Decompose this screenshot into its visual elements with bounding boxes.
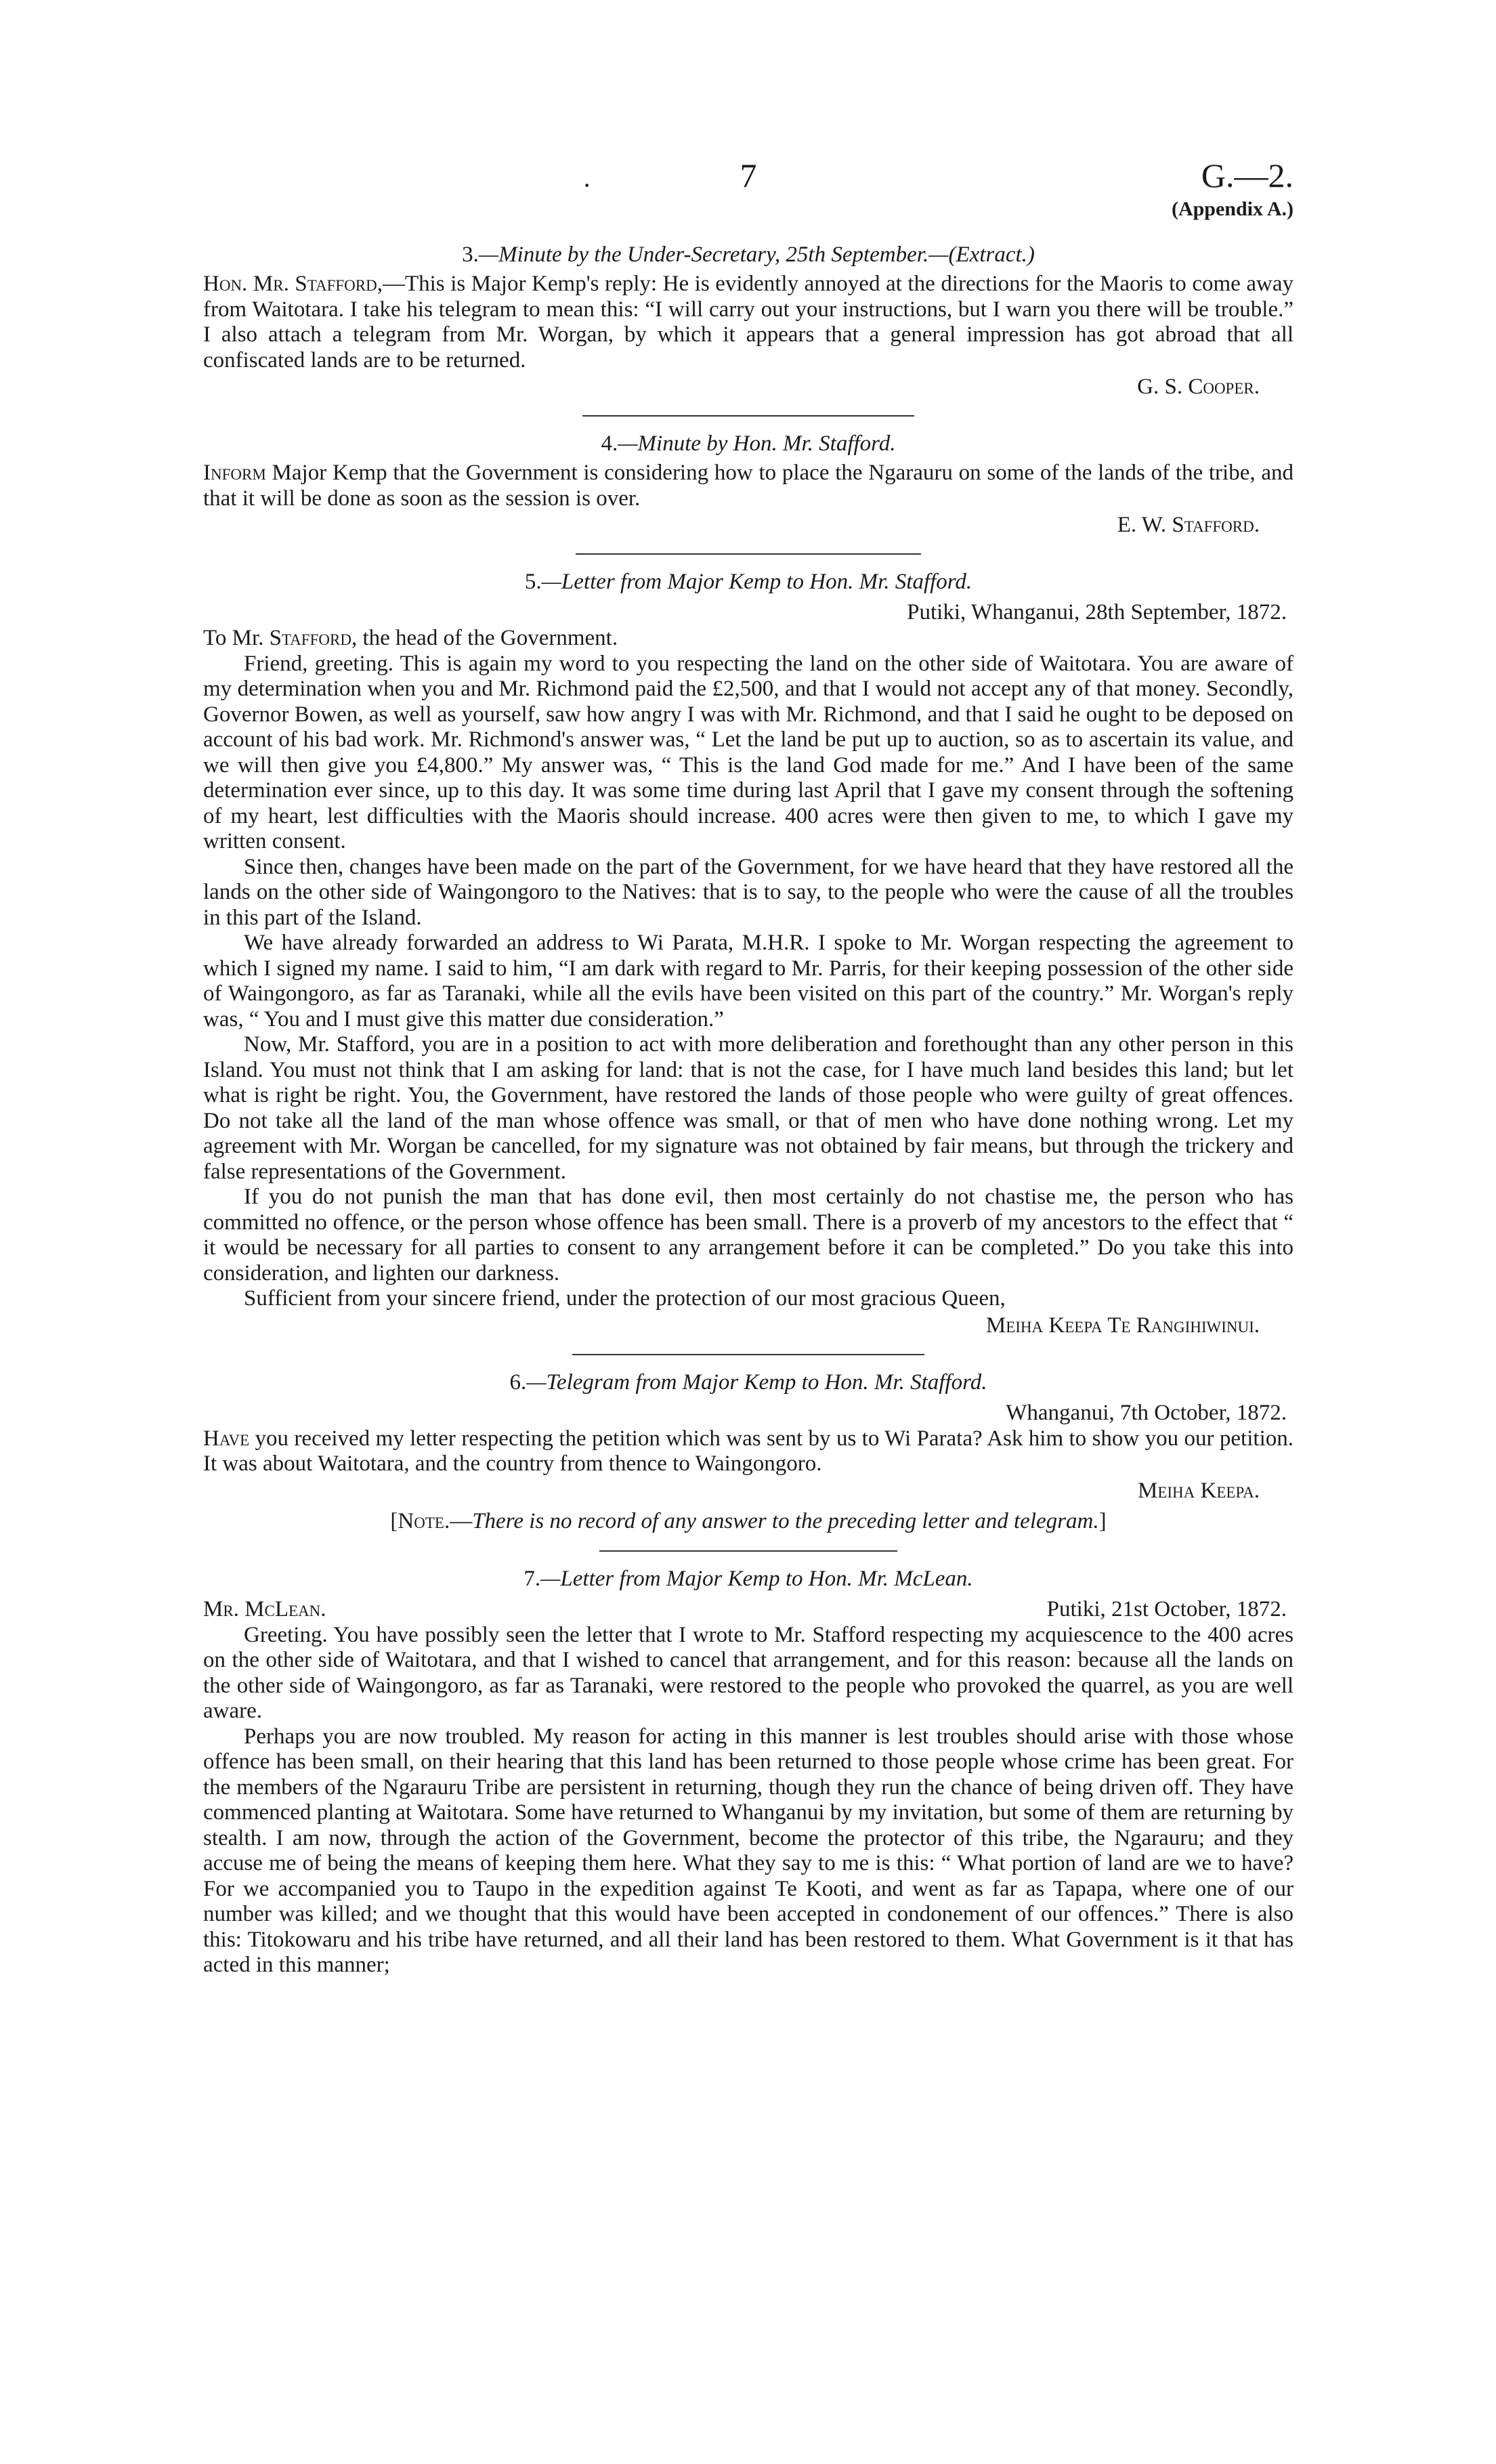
- editorial-note: [Note.—There is no record of any answer to the preceding letter and telegram.]: [390, 1508, 1107, 1533]
- section-7-paragraph: Perhaps you are now troubled. My reason for acting in this manner is lest troubles should arise with those whose offence has been small, on their hearing that this land has been returned to those people whose crime has been great. For the members of the Ngarauru Tribe are persistent in returning, though they run the chance of being driven off. They have commenced planting at Waitotara. Some have returned to Whanganui by my invitation, but some of them are returning by stealth. I am now, through the action of the Government, become the protector of this tribe, the Ngarauru; and they accuse me of being the means of keeping them here. What they say to me is this: “ What portion of land are we to have? For we accompanied you to Taupo in the expedition against Te Kooti, and went as far as Tapapa, where one of our number was killed; and we thought that this would have been accepted in condonement of our offences.” There is also this: Titokowaru and his tribe have returned, and all their land has been restored to them. What Government is it that has acted in this manner;: [203, 1724, 1294, 1977]
- section-7-address-line: [203, 1596, 1294, 1623]
- section-6-dateline: Whanganui, 7th October, 1872.: [1006, 1400, 1287, 1425]
- section-7: [203, 1567, 1294, 1978]
- section-5-heading: 5.—Letter from Major Kemp to Hon. Mr. Stafford.: [524, 570, 973, 594]
- section-6-signature: Meiha Keepa.: [1138, 1478, 1260, 1503]
- section-6-lead: Have: [203, 1426, 250, 1451]
- section-3-body: Hon. Mr. Stafford,—This is Major Kemp's reply: He is evidently annoyed at the directions for the Maoris to come away from Waitotara. I take his telegram to mean this: “I will carry out your instructions, but I warn you there will be trouble.” I also attach a telegram from Mr. Worgan, by which it appears that a general impression has got abroad that all confiscated lands are to be returned.: [203, 272, 1294, 373]
- section-7-dateline: Putiki, 21st October, 1872.: [1046, 1596, 1287, 1621]
- section-5-addressee: To Mr. Stafford, the head of the Government.: [203, 626, 618, 650]
- section-5-paragraph: Friend, greeting. This is again my word to you respecting the land on the other side of Waitotara. You are aware of my determination when you and Mr. Richmond paid the £2,500, and that I would not accept any of that money. Secondly, Governor Bowen, as well as yourself, saw how angry I was with Mr. Richmond, and that I said he ought to be deposed on account of his bad work. Mr. Richmond's answer was, “ Let the land be put up to auction, so as to ascertain its value, and we will then give you £4,800.” My answer was, “ This is the land God made for me.” And I have been of the same determination ever since, up to this day. It was some time during last April that I gave my consent through the softening of my heart, lest difficulties with the Maoris should increase. 400 acres were then given to me, to which I gave my written consent.: [203, 651, 1294, 853]
- page-header: [203, 156, 1294, 230]
- sheet-reference: G.—2.: [1201, 156, 1294, 194]
- section-5: [203, 570, 1294, 1339]
- section-5-paragraph: If you do not punish the man that has done evil, then most certainly do not chastise me, the person who has committed no offence, or the person whose offence has been small. There is a proverb of my ancestors to the effect that “ it would be necessary for all parties to consent to any arrangement before it can be completed.” Do you take this into consideration, and lighten our darkness.: [203, 1185, 1294, 1286]
- section-4-body: Inform Major Kemp that the Government is considering how to place the Ngarauru on some of the lands of the tribe, and that it will be done as soon as the session is over.: [203, 461, 1294, 511]
- section-5-paragraph: We have already forwarded an address to Wi Parata, M.H.R. I spoke to Mr. Worgan respecting the agreement to which I signed my name. I said to him, “I am dark with regard to Mr. Parris, for their keeping possession of the other side of Waingongoro, as far as Taranaki, while all the evils have been visited on this part of the country.” Mr. Worgan's reply was, “ You and I must give this matter due consideration.”: [203, 931, 1294, 1032]
- section-5-paragraph: Sufficient from your sincere friend, under the protection of our most gracious Queen,: [244, 1286, 1006, 1311]
- appendix-label: (Appendix A.): [1171, 198, 1294, 220]
- section-6-heading: 6.—Telegram from Major Kemp to Hon. Mr. Stafford.: [509, 1369, 987, 1395]
- divider: [599, 1550, 897, 1552]
- section-5-paragraph: Since then, changes have been made on the part of the Government, for we have heard that they have restored all the lands on the other side of Waingongoro to the Natives: that is to say, to the people who were the cause of all the troubles in this part of the Island.: [203, 854, 1294, 930]
- divider: [576, 553, 921, 555]
- section-5-paragraph: Now, Mr. Stafford, you are in a position to act with more deliberation and forethought than any other person in this Island. You must not think that I am asking for land: that is not the case, for I have much land besides this land; but let what is right be right. You, the Government, have restored the lands of those people who were guilty of great offences. Do not take all the land of the man whose offence was small, or that of men who have done nothing wrong. Let my agreement with Mr. Worgan be cancelled, for my signature was not obtained by fair means, but through the trickery and false representations of the Government.: [203, 1032, 1294, 1184]
- section-4: [203, 431, 1294, 538]
- section-3: [203, 242, 1294, 400]
- divider: [582, 415, 914, 417]
- section-5-dateline: Putiki, Whanganui, 28th September, 1872.: [907, 600, 1287, 624]
- section-6-body: Have you received my letter respecting the petition which was sent by us to Wi Parata? Ask him to show you our petition. It was about Waitotara, and the country from thence to Waingongoro.: [203, 1426, 1294, 1476]
- section-6: [203, 1370, 1294, 1535]
- section-3-lead: Hon. Mr. Stafford,: [203, 272, 383, 296]
- section-4-heading: 4.—Minute by Hon. Mr. Stafford.: [601, 431, 896, 456]
- section-3-signature: G. S. Cooper.: [1137, 375, 1260, 399]
- section-3-heading: 3.—Minute by the Under-Secretary, 25th September.—(Extract.): [462, 242, 1035, 267]
- section-7-paragraph: Greeting. You have possibly seen the letter that I wrote to Mr. Stafford respecting my acquiescence to the 400 acres on the other side of Waitotara, and that I wished to cancel that arrangement, and for this reason: because all the lands on the other side of Waingongoro, as far as Taranaki, were restored to the people who provoked the quarrel, as you are well aware.: [203, 1622, 1294, 1723]
- section-4-signature: E. W. Stafford.: [1117, 513, 1260, 537]
- document-page: [203, 156, 1294, 1978]
- section-5-signature: Meiha Keepa Te Rangihiwinui.: [985, 1313, 1260, 1338]
- divider: [572, 1354, 924, 1355]
- page-number: 7: [740, 156, 757, 194]
- section-4-lead: Inform: [203, 461, 266, 485]
- section-7-heading: 7.—Letter from Major Kemp to Hon. Mr. McLean.: [523, 1566, 973, 1591]
- section-7-addressee: Mr. McLean.: [203, 1596, 326, 1621]
- stray-mark: ·: [582, 170, 592, 200]
